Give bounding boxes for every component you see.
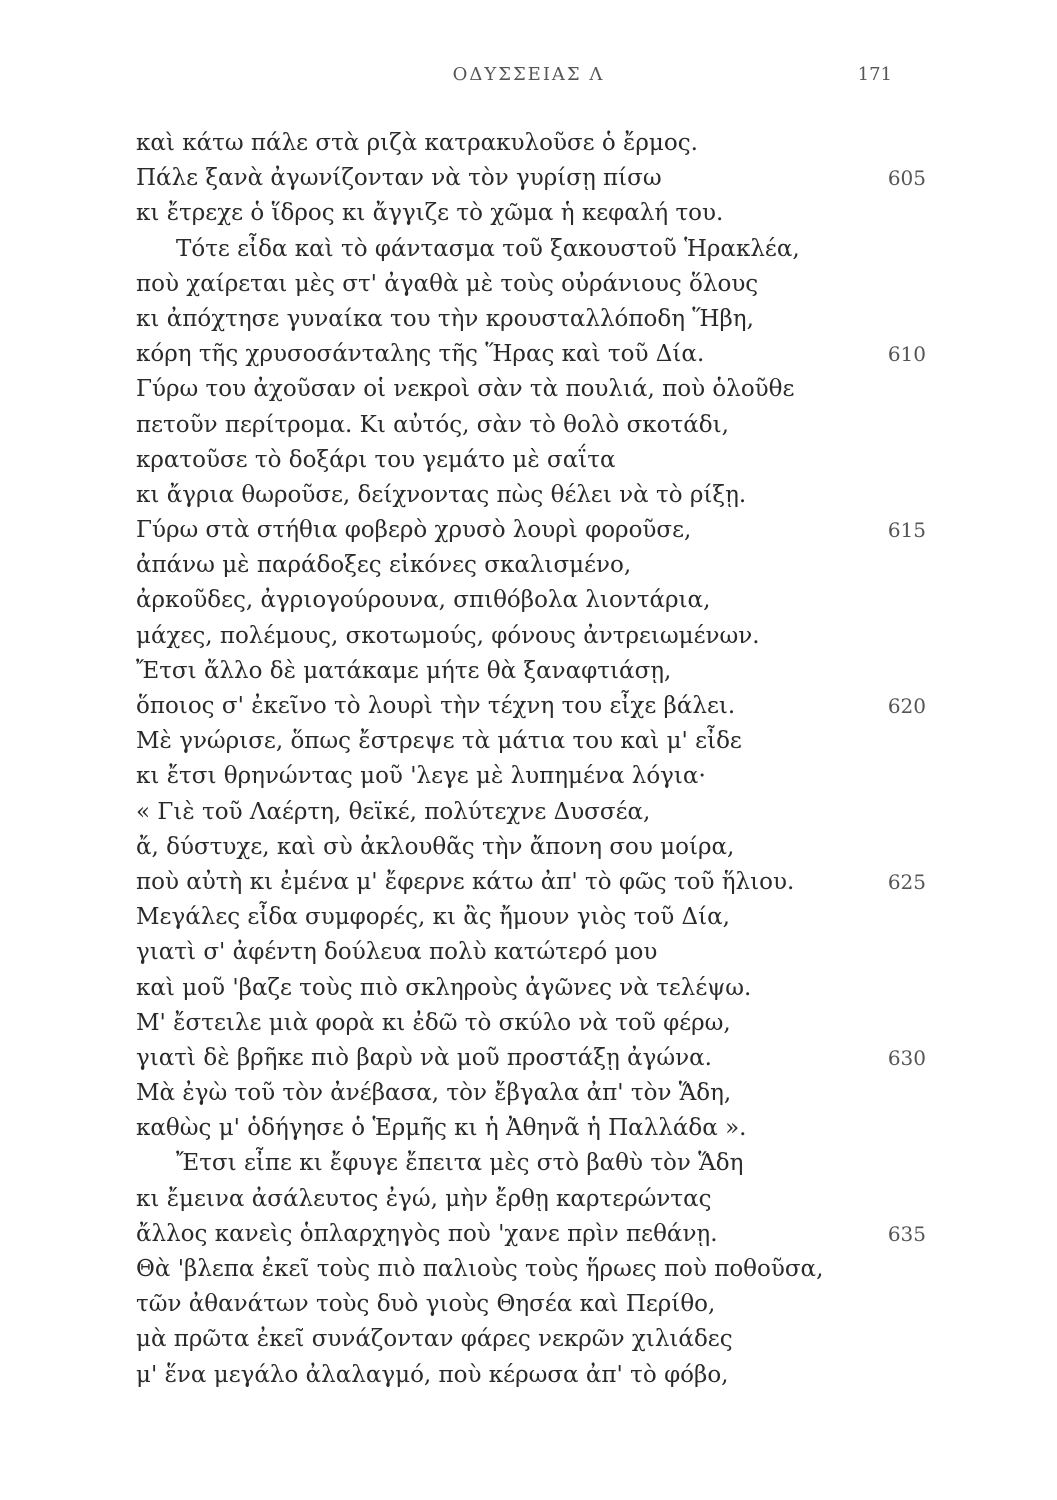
verse-line xyxy=(136,900,916,935)
verse-text: καθὼς μ' ὁδήγησε ὁ Ἑρμῆς κι ἡ Ἀθηνᾶ ἡ Παλλάδα ». xyxy=(136,1115,747,1142)
verse-text: μάχες, πολέμους, σκοτωμούς, φόνους ἀντρειωμένων. xyxy=(136,622,760,649)
verse-text: γιατὶ σ' ἀφέντη δούλευα πολὺ κατώτερό μου xyxy=(136,939,658,966)
verse-line xyxy=(136,830,916,865)
verse-text: κι ἄγρια θωροῦσε, δείχνοντας πὼς θέλει νὰ τὸ ρίξῃ. xyxy=(136,481,747,508)
running-title: ΟΔΥΣΣΕΙΑΣ Λ xyxy=(452,64,605,85)
verse-text: κι ἀπόχτησε γυναίκα του τὴν κρουσταλλόποδη Ἥβη, xyxy=(136,305,754,332)
verse-text: ποὺ χαίρεται μὲς στ' ἀγαθὰ μὲ τοὺς οὐράνιους ὅλους xyxy=(136,270,759,297)
verse-line xyxy=(136,1182,916,1217)
verse-line xyxy=(136,1322,916,1357)
verse-line xyxy=(136,1006,916,1041)
verse-text: ἄλλος κανεὶς ὁπλαρχηγὸς ποὺ 'χανε πρὶν πεθάνῃ. xyxy=(136,1220,718,1247)
verse-text: πετοῦν περίτρομα. Κι αὐτός, σὰν τὸ θολὸ σκοτάδι, xyxy=(136,411,729,438)
verse-line xyxy=(136,443,916,478)
verse-text: « Γιὲ τοῦ Λαέρτη, θεϊκέ, πολύτεχνε Δυσσέα, xyxy=(136,798,651,825)
verse-line xyxy=(136,1358,916,1393)
verse-text: ὅποιος σ' ἐκεῖνο τὸ λουρὶ τὴν τέχνη του εἶχε βάλει. xyxy=(136,693,736,719)
verse-line xyxy=(136,935,916,970)
verse-line xyxy=(136,865,926,900)
verse-text: κρατοῦσε τὸ δοξάρι του γεμάτο μὲ σαΐτα xyxy=(136,446,616,473)
verse-line xyxy=(136,1076,916,1111)
verse-text: Μεγάλες εἶδα συμφορές, κι ἂς ἤμουν γιὸς τοῦ Δία, xyxy=(136,904,730,931)
line-number: 635 xyxy=(887,1221,926,1246)
line-number: 610 xyxy=(887,342,926,367)
verse-text: τῶν ἀθανάτων τοὺς δυὸ γιοὺς Θησέα καὶ Περίθο, xyxy=(136,1291,716,1318)
verse-line xyxy=(136,126,916,161)
verse-text: Ἔτσι ἄλλο δὲ ματάκαμε μήτε θὰ ξαναφτιάσῃ, xyxy=(136,657,672,684)
verse-line xyxy=(136,196,916,231)
verse-text: Μ' ἔστειλε μιὰ φορὰ κι ἐδῶ τὸ σκύλο νὰ τοῦ φέρω, xyxy=(136,1009,731,1036)
line-number: 615 xyxy=(887,518,926,543)
verse-line xyxy=(136,161,926,196)
verse-line xyxy=(136,654,916,689)
verse-line xyxy=(136,1287,916,1322)
verse-text: ποὺ αὐτὴ κι ἐμένα μ' ἔφερνε κάτω ἀπ' τὸ φῶς τοῦ ἥλιου. xyxy=(136,868,795,895)
verse-line xyxy=(136,1111,916,1146)
line-number: 630 xyxy=(887,1045,926,1070)
verse-text: ἄ, δύστυχε, καὶ σὺ ἀκλουθᾶς τὴν ἄπονη σου μοίρα, xyxy=(136,833,735,860)
verse-text: καὶ μοῦ 'βαζε τοὺς πιὸ σκληροὺς ἀγῶνες νὰ τελέψω. xyxy=(136,974,752,1001)
line-number: 625 xyxy=(887,869,926,894)
running-head xyxy=(0,64,1057,94)
verse-line xyxy=(136,689,926,724)
verse-text: κι ἔτρεχε ὁ ἵδρος κι ἄγγιζε τὸ χῶμα ἡ κεφαλή του. xyxy=(136,200,724,227)
verse-line xyxy=(136,724,916,759)
verse-text: μ' ἕνα μεγάλο ἀλαλαγμό, ποὺ κέρωσα ἀπ' τὸ φόβο, xyxy=(136,1361,729,1388)
verse-text: Ἔτσι εἶπε κι ἔφυγε ἔπειτα μὲς στὸ βαθὺ τὸν Ἅδη xyxy=(176,1150,744,1177)
verse-text: Μὲ γνώρισε, ὅπως ἔστρεψε τὰ μάτια του καὶ μ' εἶδε xyxy=(136,728,742,755)
verse-text: Θὰ 'βλεπα ἐκεῖ τοὺς πιὸ παλιοὺς τοὺς ἥρωες ποὺ ποθοῦσα, xyxy=(136,1256,824,1282)
verse-text: Μὰ ἐγὼ τοῦ τὸν ἀνέβασα, τὸν ἔβγαλα ἀπ' τὸν Ἅδη, xyxy=(136,1080,732,1107)
verse-text: γιατὶ δὲ βρῆκε πιὸ βαρὺ νὰ μοῦ προστάξῃ ἀγώνα. xyxy=(136,1044,712,1071)
verse-line xyxy=(136,795,916,830)
verse-line xyxy=(136,267,916,302)
page-number: 171 xyxy=(857,64,892,85)
verse-line xyxy=(136,971,916,1006)
verse-text: κι ἔμεινα ἀσάλευτος ἐγώ, μὴν ἔρθῃ καρτερώντας xyxy=(136,1185,712,1212)
verse-line xyxy=(136,408,916,443)
verse-text: κόρη τῆς χρυσοσάνταλης τῆς Ἥρας καὶ τοῦ Δία. xyxy=(136,341,705,368)
verse-block xyxy=(136,126,926,1393)
verse-line xyxy=(136,372,916,407)
verse-line xyxy=(136,619,916,654)
verse-text: Πάλε ξανὰ ἀγωνίζονταν νὰ τὸν γυρίσῃ πίσω xyxy=(136,165,662,192)
verse-text: μὰ πρῶτα ἐκεῖ συνάζονταν φάρες νεκρῶν χιλιάδες xyxy=(136,1326,733,1353)
verse-line xyxy=(136,548,916,583)
verse-line xyxy=(136,1146,916,1181)
line-number: 605 xyxy=(887,166,926,191)
verse-text: Τότε εἶδα καὶ τὸ φάντασμα τοῦ ξακουστοῦ Ἡρακλέα, xyxy=(176,235,800,262)
verse-line xyxy=(136,583,916,618)
verse-text: Γύρω του ἀχοῦσαν οἱ νεκροὶ σὰν τὰ πουλιά, ποὺ ὁλοῦθε xyxy=(136,376,795,403)
verse-line xyxy=(136,478,916,513)
verse-text: καὶ κάτω πάλε στὰ ριζὰ κατρακυλοῦσε ὁ ἔρμος. xyxy=(136,130,698,156)
verse-line xyxy=(136,1217,926,1252)
verse-line xyxy=(136,232,916,267)
verse-text: κι ἔτσι θρηνώντας μοῦ 'λεγε μὲ λυπημένα λόγια· xyxy=(136,763,706,790)
verse-line xyxy=(136,337,926,372)
verse-text: ἀπάνω μὲ παράδοξες εἰκόνες σκαλισμένο, xyxy=(136,552,632,579)
verse-line xyxy=(136,302,916,337)
verse-line xyxy=(136,1041,926,1076)
verse-line xyxy=(136,759,916,794)
verse-text: Γύρω στὰ στήθια φοβερὸ χρυσὸ λουρὶ φοροῦσε, xyxy=(136,517,692,544)
line-number: 620 xyxy=(887,694,926,718)
verse-line xyxy=(136,513,926,548)
verse-text: ἀρκοῦδες, ἀγριογούρουνα, σπιθόβολα λιοντάρια, xyxy=(136,587,711,614)
verse-line xyxy=(136,1252,916,1287)
